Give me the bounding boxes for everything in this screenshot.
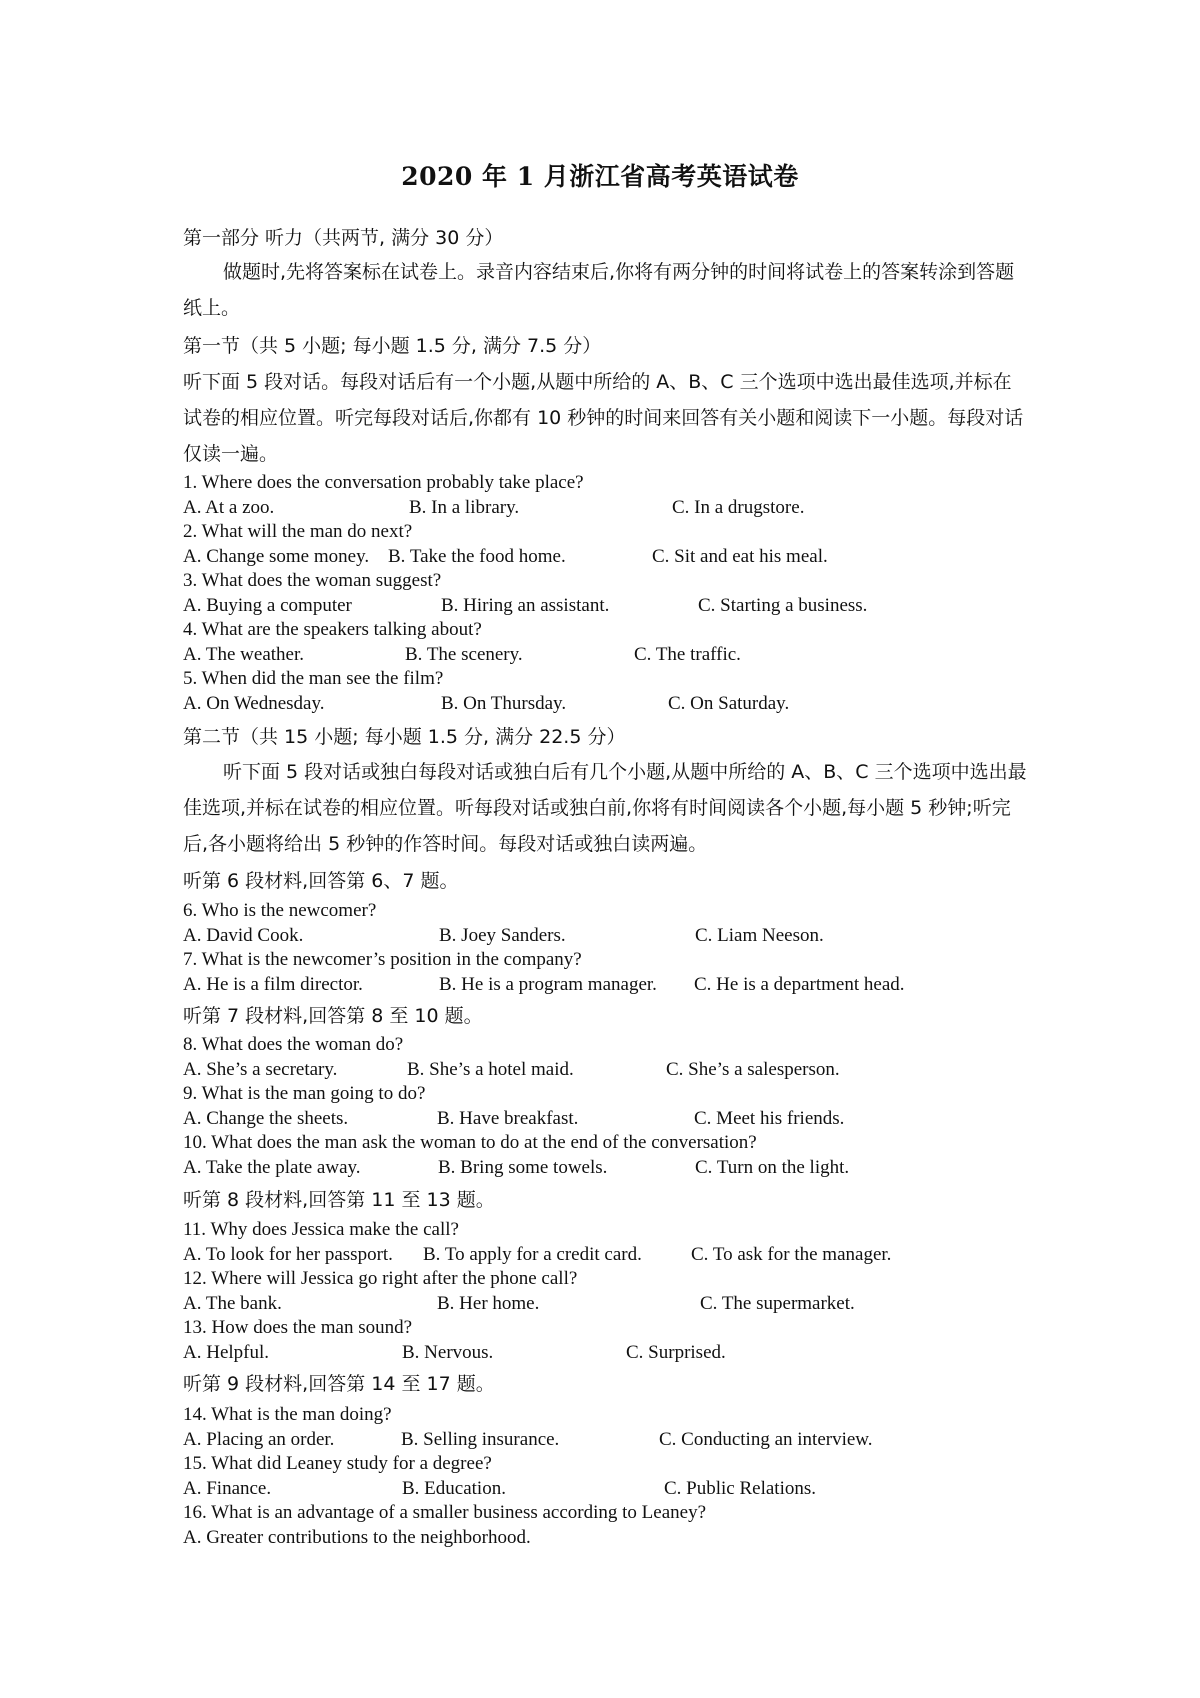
option-b: B. Take the food home. [388,546,566,567]
option-c: C. Meet his friends. [694,1108,845,1129]
page-title: 2020 年 1 月浙江省高考英语试卷 [401,162,799,191]
question-15: 15. What did Leaney study for a degree? [183,1453,492,1474]
option-c: C. To ask for the manager. [691,1244,892,1265]
option-c: C. The supermarket. [700,1293,855,1314]
options-10 [183,1156,1028,1180]
option-a: A. She’s a secretary. [183,1059,338,1080]
question-13: 13. How does the man sound? [183,1317,413,1338]
group-6-heading: 听第 6 段材料,回答第 6、7 题。 [183,870,459,892]
options-1 [183,496,1028,520]
option-a: A. Change some money. [183,546,370,567]
part1-heading: 第一部分 听力（共两节, 满分 30 分） [183,227,504,249]
options-16 [183,1526,1028,1550]
option-a: A. He is a film director. [183,974,363,995]
option-c: C. Turn on the light. [695,1157,850,1178]
option-a: A. Take the plate away. [183,1157,361,1178]
option-b: B. Nervous. [402,1342,494,1363]
option-b: B. Joey Sanders. [439,925,566,946]
section2-instruction: 听下面 5 段对话或独白每段对话或独白后有几个小题,从题中所给的 A、B、C 三个选项中选出最佳选项,并标在试卷的相应位置。听每段对话或独白前,你将有时间阅读各个小题,每小题 5 秒钟;听完后,各小题将给出 5 秒钟的作答时间。每段对话或独白读两遍。 [183,761,1027,855]
option-b: B. To apply for a credit card. [423,1244,642,1265]
option-b: B. Selling insurance. [401,1429,560,1450]
option-a: A. At a zoo. [183,497,275,518]
question-2: 2. What will the man do next? [183,521,413,542]
question-14: 14. What is the man doing? [183,1404,392,1425]
options-14 [183,1428,1028,1452]
options-15 [183,1477,1028,1501]
option-c: C. She’s a salesperson. [666,1059,840,1080]
option-b: B. The scenery. [405,644,523,665]
group-8-heading: 听第 8 段材料,回答第 11 至 13 题。 [183,1189,495,1211]
options-5 [183,692,1028,716]
question-6: 6. Who is the newcomer? [183,900,377,921]
option-c: C. Public Relations. [664,1478,816,1499]
group-7-heading: 听第 7 段材料,回答第 8 至 10 题。 [183,1005,483,1027]
part1-instruction: 做题时,先将答案标在试卷上。录音内容结束后,你将有两分钟的时间将试卷上的答案转涂到答题纸上。 [183,261,1015,319]
option-a: A. Finance. [183,1478,272,1499]
option-b: B. In a library. [409,497,520,518]
group-9-heading: 听第 9 段材料,回答第 14 至 17 题。 [183,1373,495,1395]
option-c: C. Starting a business. [698,595,868,616]
option-b: B. She’s a hotel maid. [407,1059,574,1080]
option-c: C. Conducting an interview. [659,1429,873,1450]
option-c: C. The traffic. [634,644,741,665]
options-2 [183,545,1028,569]
question-4: 4. What are the speakers talking about? [183,619,482,640]
question-8: 8. What does the woman do? [183,1034,404,1055]
question-16: 16. What is an advantage of a smaller business according to Leaney? [183,1502,707,1523]
option-a: A. Buying a computer [183,595,352,616]
options-8 [183,1058,1028,1082]
option-a: A. Helpful. [183,1342,270,1363]
option-b: B. Hiring an assistant. [441,595,610,616]
section1-heading: 第一节（共 5 小题; 每小题 1.5 分, 满分 7.5 分） [183,335,602,357]
question-12: 12. Where will Jessica go right after the phone call? [183,1268,578,1289]
options-6 [183,924,1028,948]
option-a: A. Greater contributions to the neighborhood. [183,1527,531,1548]
options-12 [183,1292,1028,1316]
section2-heading: 第二节（共 15 小题; 每小题 1.5 分, 满分 22.5 分） [183,726,626,748]
options-3 [183,594,1028,618]
option-b: B. Education. [402,1478,506,1499]
question-10: 10. What does the man ask the woman to do at the end of the conversation? [183,1132,757,1153]
option-c: C. On Saturday. [668,693,790,714]
options-13 [183,1341,1028,1365]
option-c: C. Sit and eat his meal. [652,546,828,567]
option-a: A. David Cook. [183,925,304,946]
option-a: A. To look for her passport. [183,1244,393,1265]
question-9: 9. What is the man going to do? [183,1083,426,1104]
option-c: C. Surprised. [626,1342,726,1363]
options-4 [183,643,1028,667]
option-b: B. Her home. [437,1293,540,1314]
option-b: B. He is a program manager. [439,974,657,995]
question-7: 7. What is the newcomer’s position in the company? [183,949,582,970]
option-c: C. Liam Neeson. [695,925,824,946]
question-5: 5. When did the man see the film? [183,668,444,689]
option-a: A. The bank. [183,1293,282,1314]
option-c: C. In a drugstore. [672,497,805,518]
options-9 [183,1107,1028,1131]
options-11 [183,1243,1028,1267]
options-7 [183,973,1028,997]
question-3: 3. What does the woman suggest? [183,570,442,591]
option-b: B. Bring some towels. [438,1157,608,1178]
option-a: A. Placing an order. [183,1429,335,1450]
question-1: 1. Where does the conversation probably take place? [183,472,584,493]
question-11: 11. Why does Jessica make the call? [183,1219,459,1240]
option-a: A. Change the sheets. [183,1108,349,1129]
option-b: B. On Thursday. [441,693,567,714]
option-a: A. The weather. [183,644,304,665]
section1-instruction: 听下面 5 段对话。每段对话后有一个小题,从题中所给的 A、B、C 三个选项中选出最佳选项,并标在试卷的相应位置。听完每段对话后,你都有 10 秒钟的时间来回答有关小题和阅读下一小题。每段对话仅读一遍。 [183,371,1024,465]
option-a: A. On Wednesday. [183,693,325,714]
option-c: C. He is a department head. [694,974,905,995]
option-b: B. Have breakfast. [437,1108,579,1129]
